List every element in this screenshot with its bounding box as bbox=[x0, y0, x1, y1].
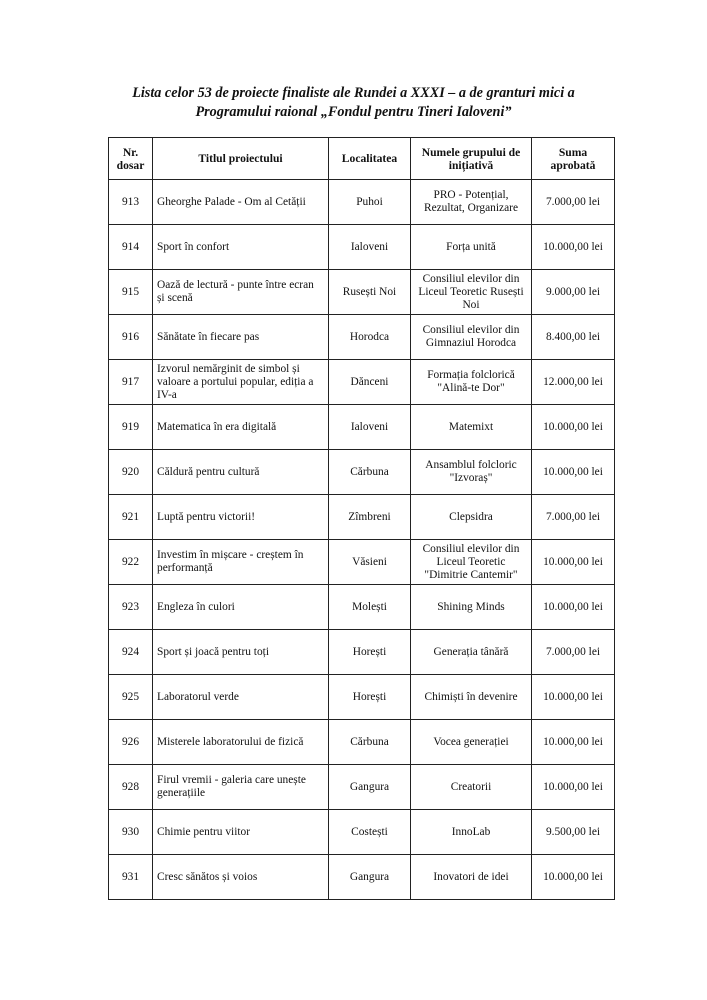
cell-sum: 7.000,00 lei bbox=[532, 630, 615, 675]
header-sum: Suma aprobată bbox=[532, 138, 615, 180]
cell-group: Creatorii bbox=[411, 765, 532, 810]
cell-sum: 8.400,00 lei bbox=[532, 315, 615, 360]
cell-sum: 10.000,00 lei bbox=[532, 405, 615, 450]
cell-group: Consiliul elevilor din Gimnaziul Horodca bbox=[411, 315, 532, 360]
cell-sum: 10.000,00 lei bbox=[532, 540, 615, 585]
table-row bbox=[109, 450, 615, 495]
projects-table bbox=[108, 137, 615, 900]
table-row bbox=[109, 810, 615, 855]
cell-locality: Horești bbox=[329, 675, 411, 720]
cell-nr: 916 bbox=[109, 315, 153, 360]
table-row bbox=[109, 720, 615, 765]
header-group: Numele grupului de inițiativă bbox=[411, 138, 532, 180]
cell-group: Shining Minds bbox=[411, 585, 532, 630]
cell-sum: 10.000,00 lei bbox=[532, 720, 615, 765]
cell-sum: 7.000,00 lei bbox=[532, 495, 615, 540]
cell-locality: Molești bbox=[329, 585, 411, 630]
cell-locality: Puhoi bbox=[329, 180, 411, 225]
table-row bbox=[109, 630, 615, 675]
cell-sum: 9.500,00 lei bbox=[532, 810, 615, 855]
cell-title: Chimie pentru viitor bbox=[153, 810, 329, 855]
table-row bbox=[109, 180, 615, 225]
cell-locality: Cărbuna bbox=[329, 720, 411, 765]
table-row bbox=[109, 360, 615, 405]
cell-nr: 930 bbox=[109, 810, 153, 855]
cell-locality: Dănceni bbox=[329, 360, 411, 405]
cell-nr: 931 bbox=[109, 855, 153, 900]
cell-nr: 920 bbox=[109, 450, 153, 495]
cell-sum: 10.000,00 lei bbox=[532, 585, 615, 630]
cell-title: Izvorul nemărginit de simbol și valoare a portului popular, ediția a IV-a bbox=[153, 360, 329, 405]
cell-sum: 9.000,00 lei bbox=[532, 270, 615, 315]
cell-group: Forța unită bbox=[411, 225, 532, 270]
cell-locality: Ialoveni bbox=[329, 225, 411, 270]
cell-nr: 921 bbox=[109, 495, 153, 540]
cell-nr: 919 bbox=[109, 405, 153, 450]
cell-group: Matemixt bbox=[411, 405, 532, 450]
cell-sum: 10.000,00 lei bbox=[532, 225, 615, 270]
cell-group: Inovatori de idei bbox=[411, 855, 532, 900]
table-row bbox=[109, 225, 615, 270]
cell-title: Engleza în culori bbox=[153, 585, 329, 630]
cell-group: Ansamblul folcloric "Izvoraș" bbox=[411, 450, 532, 495]
cell-sum: 12.000,00 lei bbox=[532, 360, 615, 405]
cell-locality: Horești bbox=[329, 630, 411, 675]
cell-locality: Ialoveni bbox=[329, 405, 411, 450]
cell-sum: 7.000,00 lei bbox=[532, 180, 615, 225]
cell-title: Luptă pentru victorii! bbox=[153, 495, 329, 540]
cell-group: PRO - Potențial, Rezultat, Organizare bbox=[411, 180, 532, 225]
cell-group: Generația tânără bbox=[411, 630, 532, 675]
table-row bbox=[109, 495, 615, 540]
title-line-1: Lista celor 53 de proiecte finaliste ale Rundei a XXXI – a de granturi mici a bbox=[132, 85, 575, 101]
cell-group: Formația folclorică "Alină-te Dor" bbox=[411, 360, 532, 405]
cell-title: Firul vremii - galeria care unește generațiile bbox=[153, 765, 329, 810]
cell-nr: 913 bbox=[109, 180, 153, 225]
title-line-2: Programului raional „Fondul pentru Tineri Ialoveni” bbox=[195, 104, 512, 120]
table-row bbox=[109, 855, 615, 900]
cell-nr: 923 bbox=[109, 585, 153, 630]
table-row bbox=[109, 315, 615, 360]
cell-nr: 917 bbox=[109, 360, 153, 405]
cell-group: Consiliul elevilor din Liceul Teoretic Rusești Noi bbox=[411, 270, 532, 315]
cell-title: Sport în confort bbox=[153, 225, 329, 270]
table-row bbox=[109, 405, 615, 450]
cell-sum: 10.000,00 lei bbox=[532, 450, 615, 495]
cell-nr: 925 bbox=[109, 675, 153, 720]
cell-nr: 922 bbox=[109, 540, 153, 585]
cell-group: Vocea generației bbox=[411, 720, 532, 765]
cell-locality: Zîmbreni bbox=[329, 495, 411, 540]
table-row bbox=[109, 270, 615, 315]
cell-nr: 915 bbox=[109, 270, 153, 315]
cell-sum: 10.000,00 lei bbox=[532, 675, 615, 720]
cell-sum: 10.000,00 lei bbox=[532, 855, 615, 900]
header-locality: Localitatea bbox=[329, 138, 411, 180]
cell-group: InnoLab bbox=[411, 810, 532, 855]
cell-sum: 10.000,00 lei bbox=[532, 765, 615, 810]
table-row bbox=[109, 765, 615, 810]
cell-title: Laboratorul verde bbox=[153, 675, 329, 720]
cell-group: Clepsidra bbox=[411, 495, 532, 540]
cell-group: Chimiști în devenire bbox=[411, 675, 532, 720]
cell-title: Gheorghe Palade - Om al Cetății bbox=[153, 180, 329, 225]
cell-group: Consiliul elevilor din Liceul Teoretic "Dimitrie Cantemir" bbox=[411, 540, 532, 585]
cell-nr: 924 bbox=[109, 630, 153, 675]
document-title bbox=[60, 84, 647, 122]
cell-title: Oază de lectură - punte între ecran și scenă bbox=[153, 270, 329, 315]
table-row bbox=[109, 675, 615, 720]
cell-nr: 928 bbox=[109, 765, 153, 810]
cell-nr: 914 bbox=[109, 225, 153, 270]
cell-locality: Cărbuna bbox=[329, 450, 411, 495]
cell-locality: Gangura bbox=[329, 855, 411, 900]
table-row bbox=[109, 540, 615, 585]
cell-locality: Costești bbox=[329, 810, 411, 855]
table-header-row bbox=[109, 138, 615, 180]
table-row bbox=[109, 585, 615, 630]
cell-locality: Văsieni bbox=[329, 540, 411, 585]
cell-title: Sănătate în fiecare pas bbox=[153, 315, 329, 360]
cell-title: Matematica în era digitală bbox=[153, 405, 329, 450]
cell-title: Misterele laboratorului de fizică bbox=[153, 720, 329, 765]
cell-locality: Rusești Noi bbox=[329, 270, 411, 315]
cell-locality: Horodca bbox=[329, 315, 411, 360]
cell-title: Investim în mișcare - creștem în performanță bbox=[153, 540, 329, 585]
header-title: Titlul proiectului bbox=[153, 138, 329, 180]
cell-title: Cresc sănătos și voios bbox=[153, 855, 329, 900]
cell-locality: Gangura bbox=[329, 765, 411, 810]
cell-title: Căldură pentru cultură bbox=[153, 450, 329, 495]
header-nr: Nr. dosar bbox=[109, 138, 153, 180]
cell-title: Sport și joacă pentru toți bbox=[153, 630, 329, 675]
cell-nr: 926 bbox=[109, 720, 153, 765]
